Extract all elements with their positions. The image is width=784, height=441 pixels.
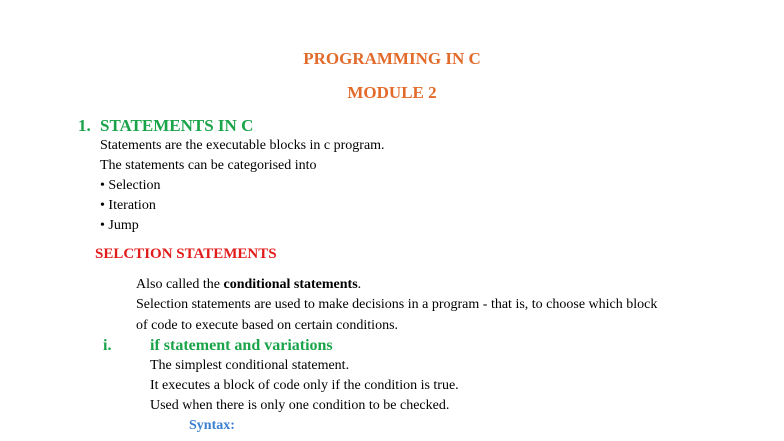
- document-title: PROGRAMMING IN C: [303, 49, 481, 68]
- if-line-3: Used when there is only one condition to be checked.: [150, 398, 450, 413]
- selection-statements-heading: SELCTION STATEMENTS: [95, 246, 277, 262]
- selection-line-2: Selection statements are used to make decisions in a program - that is, to choose which block: [136, 297, 658, 312]
- bullet-selection: • Selection: [100, 178, 161, 193]
- selection-line-1-prefix: Also called the: [136, 277, 224, 292]
- section-1-heading: STATEMENTS IN C: [100, 116, 254, 135]
- section-1-number: 1.: [78, 116, 91, 135]
- bullet-jump: • Jump: [100, 218, 139, 233]
- section-1-line-2: The statements can be categorised into: [100, 158, 317, 173]
- if-line-1: The simplest conditional statement.: [150, 358, 350, 373]
- section-1-line-1: Statements are the executable blocks in c program.: [100, 138, 385, 153]
- module-title: MODULE 2: [347, 83, 437, 102]
- syntax-label: Syntax:: [189, 418, 235, 433]
- bullet-iteration: • Iteration: [100, 198, 156, 213]
- selection-line-1: [136, 277, 361, 293]
- if-line-2: It executes a block of code only if the condition is true.: [150, 378, 459, 393]
- selection-line-1-suffix: .: [357, 277, 362, 292]
- sub-i-numeral: i.: [103, 337, 112, 354]
- conditional-statements-term: conditional statements: [223, 277, 358, 292]
- selection-line-3: of code to execute based on certain conditions.: [136, 318, 399, 333]
- if-statement-heading: if statement and variations: [150, 337, 333, 354]
